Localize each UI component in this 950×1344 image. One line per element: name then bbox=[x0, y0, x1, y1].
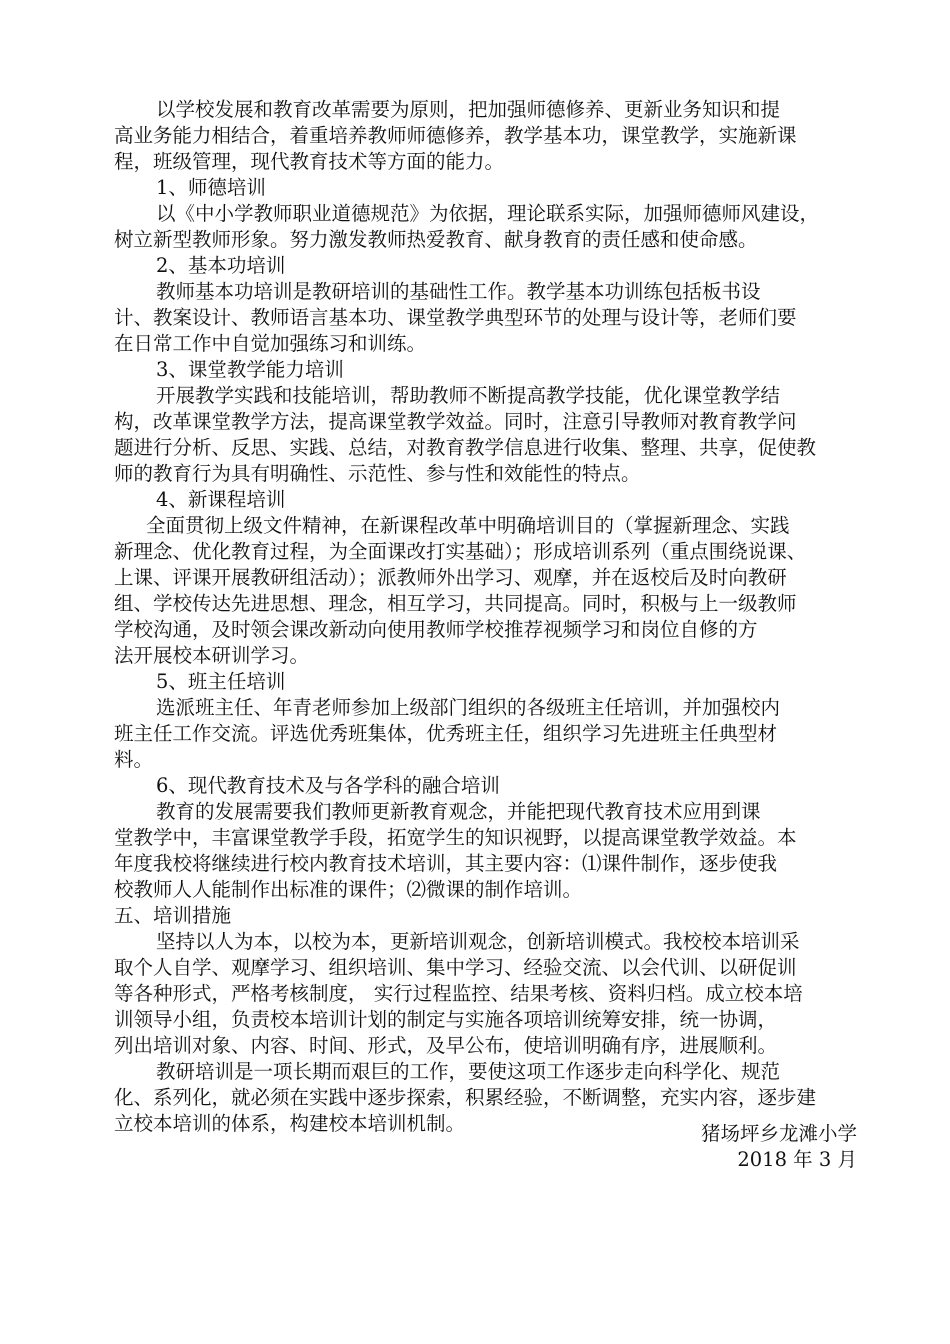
paragraph-line: 以学校发展和教育改革需要为原则，把加强师德修养、更新业务知识和提 bbox=[156, 98, 781, 121]
section-heading: 1、师德培训 bbox=[156, 176, 266, 199]
paragraph-line: 计、教案设计、教师语言基本功、课堂教学典型环节的处理与设计等，老师们要 bbox=[114, 306, 797, 329]
paragraph-line: 构，改革课堂教学方法，提高课堂教学效益。同时，注意引导教师对教育教学问 bbox=[114, 410, 797, 433]
paragraph-line: 坚持以人为本，以校为本，更新培训观念，创新培训模式。我校校本培训采 bbox=[156, 930, 800, 953]
paragraph-line: 新理念、优化教育过程，为全面课改打实基础）；形成培训系列（重点围绕说课、 bbox=[114, 540, 807, 563]
paragraph-line: 等各种形式，严格考核制度， 实行过程监控、结果考核、资料归档。成立校本培 bbox=[114, 982, 803, 1005]
section-heading: 4、新课程培训 bbox=[156, 488, 286, 511]
paragraph-line: 年度我校将继续进行校内教育技术培训，其主要内容：⑴课件制作，逐步使我 bbox=[114, 852, 778, 875]
paragraph-line: 训领导小组，负责校本培训计划的制定与实施各项培训统筹安排，统一协调， bbox=[114, 1008, 778, 1031]
document-body bbox=[114, 97, 862, 1137]
paragraph-line: 程，班级管理，现代教育技术等方面的能力。 bbox=[114, 150, 505, 173]
section-heading: 6、现代教育技术及与各学科的融合培训 bbox=[156, 774, 500, 797]
paragraph-line: 组、学校传达先进思想、理念，相互学习，共同提高。同时，积极与上一级教师 bbox=[114, 592, 797, 615]
paragraph-line: 教师基本功培训是教研培训的基础性工作。教学基本功训练包括板书设 bbox=[156, 280, 761, 303]
paragraph-line: 在日常工作中自觉加强练习和训练。 bbox=[114, 332, 427, 355]
paragraph-line: 学校沟通，及时领会课改新动向使用教师学校推荐视频学习和岗位自修的方 bbox=[114, 618, 758, 641]
chapter-heading: 五、培训措施 bbox=[114, 904, 232, 927]
paragraph-line: 立校本培训的体系，构建校本培训机制。 bbox=[114, 1112, 466, 1135]
paragraph-line: 法开展校本研训学习。 bbox=[114, 644, 310, 667]
paragraph-line: 高业务能力相结合，着重培养教师师德修养，教学基本功，课堂教学，实施新课 bbox=[114, 124, 797, 147]
section-heading: 3、课堂教学能力培训 bbox=[156, 358, 344, 381]
paragraph-line: 取个人自学、观摩学习、组织培训、集中学习、经验交流、以会代训、以研促训 bbox=[114, 956, 797, 979]
signature-school: 猪场坪乡龙滩小学 bbox=[700, 1122, 857, 1145]
paragraph-line: 校教师人人能制作出标准的课件；⑵微课的制作培训。 bbox=[114, 878, 583, 901]
paragraph-line: 教研培训是一项长期而艰巨的工作，要使这项工作逐步走向科学化、规范 bbox=[156, 1060, 781, 1083]
section-heading: 5、班主任培训 bbox=[156, 670, 286, 693]
paragraph-line: 选派班主任、年青老师参加上级部门组织的各级班主任培训，并加强校内 bbox=[156, 696, 781, 719]
paragraph-line: 树立新型教师形象。努力激发教师热爱教育、献身教育的责任感和使命感。 bbox=[114, 228, 758, 251]
paragraph-line: 料。 bbox=[114, 748, 154, 771]
paragraph-line: 题进行分析、反思、实践、总结，对教育教学信息进行收集、整理、共享，促使教 bbox=[114, 436, 817, 459]
section-heading: 2、基本功培训 bbox=[156, 254, 286, 277]
paragraph-line: 列出培训对象、内容、时间、形式，及早公布，使培训明确有序，进展顺利。 bbox=[114, 1034, 778, 1057]
paragraph-line: 班主任工作交流。评选优秀班集体，优秀班主任，组织学习先进班主任典型材 bbox=[114, 722, 778, 745]
paragraph-line: 上课、评课开展教研组活动）；派教师外出学习、观摩，并在返校后及时向教研 bbox=[114, 566, 787, 589]
signature-date: 2018 年 3 月 bbox=[737, 1148, 857, 1171]
paragraph-line: 堂教学中，丰富课堂教学手段，拓宽学生的知识视野，以提高课堂教学效益。本 bbox=[114, 826, 797, 849]
paragraph-line: 师的教育行为具有明确性、示范性、参与性和效能性的特点。 bbox=[114, 462, 641, 485]
paragraph-line: 教育的发展需要我们教师更新教育观念，并能把现代教育技术应用到课 bbox=[156, 800, 761, 823]
paragraph-line: 全面贯彻上级文件精神，在新课程改革中明确培训目的（掌握新理念、实践 bbox=[146, 514, 790, 537]
paragraph-line: 化、系列化，就必须在实践中逐步探索，积累经验，不断调整，充实内容，逐步建 bbox=[114, 1086, 817, 1109]
paragraph-line: 以《中小学教师职业道德规范》为依据，理论联系实际，加强师德师风建设， bbox=[156, 202, 820, 225]
paragraph-line: 开展教学实践和技能培训，帮助教师不断提高教学技能，优化课堂教学结 bbox=[156, 384, 781, 407]
